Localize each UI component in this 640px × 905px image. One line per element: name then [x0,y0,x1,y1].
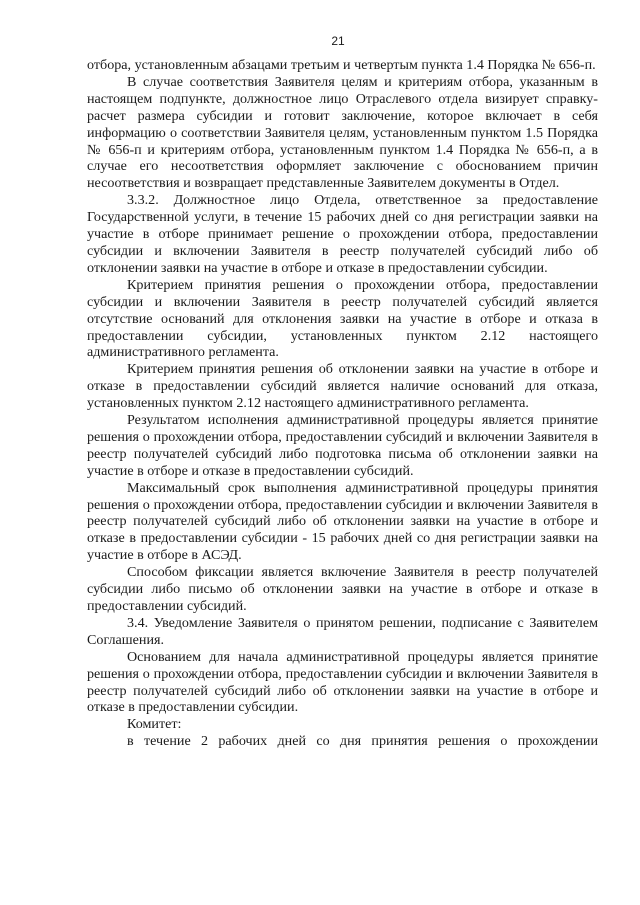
page-number: 21 [331,34,345,48]
paragraph: Основанием для начала административной процедуры является принятие решения о прохождении отбора, предоставлении субсидии и включении Заявителя в реестр получателей субсидий либо об отклонении заявки на участие в отборе и отказе в предоставлении субсидии. [87,648,598,716]
body-text [87,57,598,750]
paragraph: Способом фиксации является включение Заявителя в реестр получателей субсидии либо письмо об отклонении заявки на участие в отборе и отказе в предоставлении субсидий. [87,564,598,614]
paragraph: Критерием принятия решения об отклонении заявки на участие в отборе и отказе в предоставлении субсидий является наличие оснований для отказа, установленных пунктом 2.12 настоящего административного регламента. [87,361,598,412]
paragraph: в течение 2 рабочих дней со дня принятия решения о прохождении [127,733,598,750]
paragraph: Результатом исполнения административной процедуры является принятие решения о прохождении отбора, предоставлении субсидий и включении Заявителя в реестр получателей субсидий либо подготовка письма об отклонении заявки на участие в отборе и отказе в предоставлении субсидий. [87,412,598,479]
paragraph: Максимальный срок выполнения административной процедуры принятия решения о прохождении отбора, предоставлении субсидии и включении Заявителя в реестр получателей субсидий либо об отклонении заявки на участие в отборе и отказе в предоставлении субсидии - 15 рабочих дней со дня регистрации заявки на участие в отборе в АСЭД. [87,479,598,564]
paragraph: 3.3.2. Должностное лицо Отдела, ответственное за предоставление Государственной услуги, в течение 15 рабочих дней со дня регистрации заявки на участие в отборе принимает решение о прохождении отбора, предоставлении субсидии и включении Заявителя в реестр получателей субсидий либо об отклонении заявки на участие в отборе и отказе в предоставлении субсидии. [87,192,598,276]
paragraph: Критерием принятия решения о прохождении отбора, предоставлении субсидии и включении Заявителя в реестр получателей субсидий является отсутствие оснований для отклонения заявки на участие в отборе и отказа в предоставлении субсидии, установленных пунктом 2.12 настоящего административного регламента. [87,276,598,361]
paragraph: Комитет: [127,716,182,733]
section-heading: 3.4. Уведомление Заявителя о принятом решении, подписание с Заявителем Соглашения. [87,614,598,648]
paragraph: отбора, установленным абзацами третьим и четвертым пункта 1.4 Порядка № 656-п. [87,57,596,73]
paragraph: В случае соответствия Заявителя целям и критериям отбора, указанным в настоящем подпункте, должностное лицо Отраслевого отдела визирует справку-расчет размера субсидии и готовит заключение, которое включает в себя информацию о соответствии Заявителя целям, установленным пунктом 1.5 Порядка № 656-п и критериям отбора, установленным пунктом 1.4 Порядка № 656-п, а в случае его несоответствия оформляет заключение с обоснованием причин несоответствия и возвращает представленные Заявителем документы в Отдел. [87,73,598,192]
